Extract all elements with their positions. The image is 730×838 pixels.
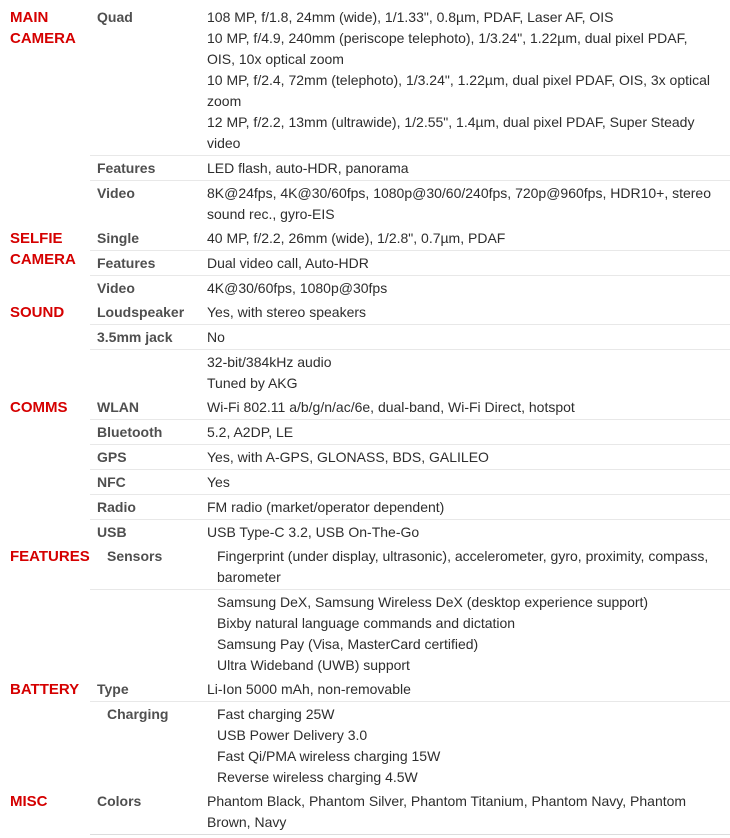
spec-name: Features xyxy=(97,160,156,176)
spec-value-line: Dual video call, Auto-HDR xyxy=(207,255,369,271)
spec-value xyxy=(207,522,730,543)
spec-name: Charging xyxy=(107,706,169,722)
section-header: BATTERY xyxy=(10,681,80,698)
spec-value-line: Yes, with stereo speakers xyxy=(207,304,367,320)
spec-value-line: Ultra Wideband (UWB) support xyxy=(217,657,410,673)
section-header: SELFIE CAMERA xyxy=(10,230,76,268)
spec-section xyxy=(0,395,730,544)
spec-value-line: Li-Ion 5000 mAh, non-removable xyxy=(207,681,411,697)
spec-value-line: 8K@24fps, 4K@30/60fps, 1080p@30/60/240fps, 720p@960fps, HDR10+, stereo sound rec., gyro-EIS xyxy=(207,185,712,222)
spec-value-line: Samsung DeX, Samsung Wireless DeX (desktop experience support) xyxy=(217,594,649,610)
spec-value-line: 10 MP, f/4.9, 240mm (periscope telephoto), 1/3.24", 1.22µm, dual pixel PDAF, OIS, 10x optical zoom xyxy=(207,30,688,67)
spec-value-line: Samsung Pay (Visa, MasterCard certified) xyxy=(217,636,479,652)
spec-name: Sensors xyxy=(107,548,163,564)
section-header: FEATURES xyxy=(10,548,90,565)
spec-name: Loudspeaker xyxy=(97,304,185,320)
spec-row xyxy=(90,5,730,155)
spec-value xyxy=(207,302,730,323)
spec-value xyxy=(207,447,730,468)
spec-value-line: 108 MP, f/1.8, 24mm (wide), 1/1.33", 0.8µm, PDAF, Laser AF, OIS xyxy=(207,9,614,25)
spec-name: Colors xyxy=(97,793,142,809)
spec-row xyxy=(90,544,730,589)
spec-row xyxy=(90,444,730,469)
spec-row xyxy=(90,250,730,275)
spec-value xyxy=(207,592,730,676)
spec-row xyxy=(90,275,730,300)
spec-value-line: USB Type-C 3.2, USB On-The-Go xyxy=(207,524,420,540)
spec-value xyxy=(207,791,730,833)
section-rows xyxy=(90,544,730,677)
spec-value xyxy=(207,679,730,700)
spec-value-line: 40 MP, f/2.2, 26mm (wide), 1/2.8", 0.7µm, PDAF xyxy=(207,230,506,246)
spec-value-line: LED flash, auto-HDR, panorama xyxy=(207,160,409,176)
spec-section xyxy=(0,300,730,395)
spec-value-line: Phantom Black, Phantom Silver, Phantom Titanium, Phantom Navy, Phantom Brown, Navy xyxy=(207,793,687,830)
spec-value xyxy=(207,158,730,179)
spec-value-line: 10 MP, f/2.4, 72mm (telephoto), 1/3.24", 1.22µm, dual pixel PDAF, OIS, 3x optical zoom xyxy=(207,72,711,109)
spec-row xyxy=(90,789,730,834)
spec-row xyxy=(90,519,730,544)
section-header: SOUND xyxy=(10,304,65,321)
spec-name: WLAN xyxy=(97,399,139,415)
section-rows xyxy=(90,5,730,226)
spec-value-line: FM radio (market/operator dependent) xyxy=(207,499,445,515)
spec-value-line: Reverse wireless charging 4.5W xyxy=(217,769,418,785)
spec-name: 3.5mm jack xyxy=(97,329,173,345)
spec-value-line: Fingerprint (under display, ultrasonic), accelerometer, gyro, proximity, compass, barometer xyxy=(217,548,709,585)
spec-row xyxy=(90,300,730,324)
spec-value xyxy=(207,278,730,299)
spec-row xyxy=(90,180,730,226)
section-rows xyxy=(90,226,730,300)
spec-row xyxy=(90,395,730,419)
section-header: MISC xyxy=(10,793,48,810)
spec-value-line: Fast Qi/PMA wireless charging 15W xyxy=(217,748,441,764)
spec-row xyxy=(90,324,730,349)
spec-value xyxy=(207,397,730,418)
spec-value xyxy=(207,228,730,249)
spec-value-line: USB Power Delivery 3.0 xyxy=(217,727,368,743)
spec-row xyxy=(90,419,730,444)
spec-value-line: 12 MP, f/2.2, 13mm (ultrawide), 1/2.55", 1.4µm, dual pixel PDAF, Super Steady video xyxy=(207,114,695,151)
section-rows xyxy=(90,789,730,834)
spec-value-line: No xyxy=(207,329,225,345)
spec-name: USB xyxy=(97,524,127,540)
section-rows xyxy=(90,395,730,544)
spec-name xyxy=(90,352,207,394)
spec-name: Video xyxy=(97,280,135,296)
section-rows xyxy=(90,677,730,789)
spec-value xyxy=(207,327,730,348)
spec-row xyxy=(90,226,730,250)
spec-value-line: 32-bit/384kHz audio xyxy=(207,354,332,370)
spec-name: NFC xyxy=(97,474,126,490)
spec-value xyxy=(207,352,730,394)
bottom-divider xyxy=(90,834,730,835)
spec-value-line: Tuned by AKG xyxy=(207,375,298,391)
section-header: MAIN CAMERA xyxy=(10,9,76,47)
section-rows xyxy=(90,300,730,395)
spec-name: Quad xyxy=(97,9,133,25)
section-header: COMMS xyxy=(10,399,68,416)
spec-value xyxy=(207,7,730,154)
spec-section xyxy=(0,5,730,226)
spec-name: Features xyxy=(97,255,156,271)
spec-row xyxy=(90,677,730,701)
spec-value-line: Wi-Fi 802.11 a/b/g/n/ac/6e, dual-band, Wi-Fi Direct, hotspot xyxy=(207,399,575,415)
spec-name: Single xyxy=(97,230,140,246)
spec-value-line: 4K@30/60fps, 1080p@30fps xyxy=(207,280,388,296)
spec-value xyxy=(207,183,730,225)
spec-section xyxy=(0,677,730,789)
spec-value-line: Bixby natural language commands and dictation xyxy=(217,615,516,631)
spec-value xyxy=(207,422,730,443)
spec-value-line: Fast charging 25W xyxy=(217,706,335,722)
spec-value xyxy=(207,704,730,788)
spec-row xyxy=(90,469,730,494)
spec-row xyxy=(90,589,730,677)
spec-value-line: Yes, with A-GPS, GLONASS, BDS, GALILEO xyxy=(207,449,489,465)
spec-name: Radio xyxy=(97,499,136,515)
spec-name: GPS xyxy=(97,449,127,465)
spec-value xyxy=(207,497,730,518)
spec-value-line: 5.2, A2DP, LE xyxy=(207,424,294,440)
spec-name: Type xyxy=(97,681,129,697)
spec-row xyxy=(90,701,730,789)
spec-name xyxy=(90,592,207,676)
spec-value xyxy=(207,472,730,493)
spec-value xyxy=(207,253,730,274)
spec-name: Bluetooth xyxy=(97,424,163,440)
spec-value-line: Yes xyxy=(207,474,230,490)
spec-section xyxy=(0,226,730,300)
spec-row xyxy=(90,494,730,519)
spec-value xyxy=(207,546,730,588)
spec-section xyxy=(0,789,730,834)
spec-section xyxy=(0,544,730,677)
spec-row xyxy=(90,155,730,180)
spec-row xyxy=(90,349,730,395)
spec-name: Video xyxy=(97,185,135,201)
